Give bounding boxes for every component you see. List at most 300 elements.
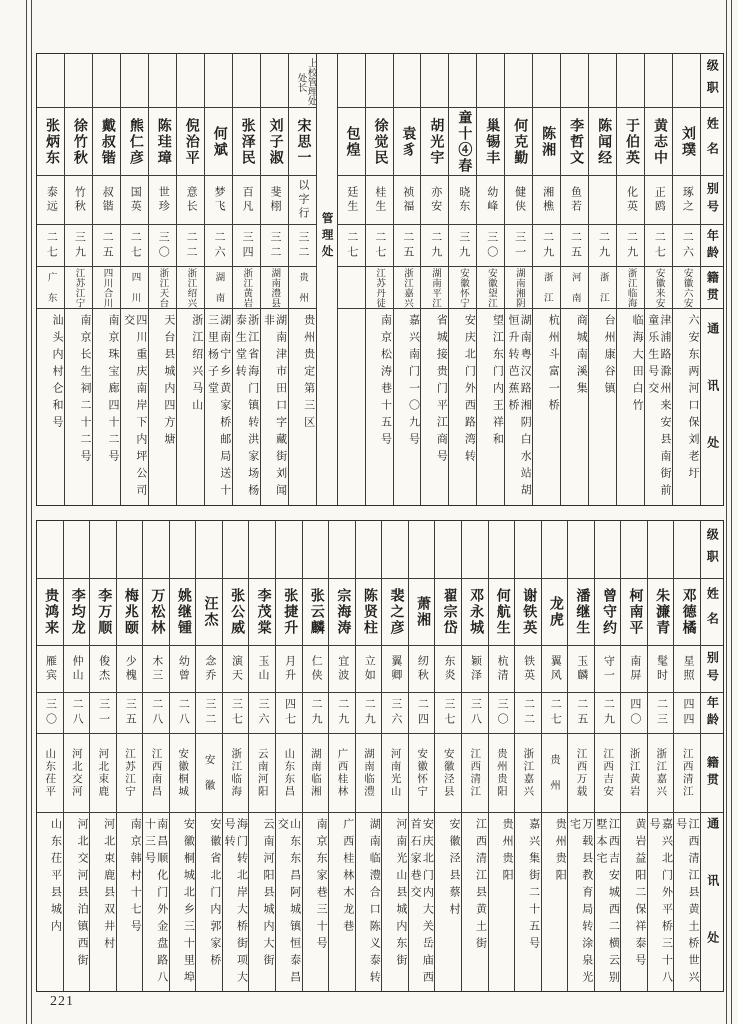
native-cell: 安徽望江 bbox=[477, 267, 504, 309]
age-cell: 三〇 bbox=[37, 693, 63, 734]
age-cell: 二五 bbox=[568, 693, 594, 734]
native-cell: 安徽泾县 bbox=[435, 734, 461, 813]
name-cell: 李哲文 bbox=[561, 108, 588, 176]
page-number: 221 bbox=[50, 994, 74, 1009]
name-cell: 胡光宇 bbox=[421, 108, 448, 176]
name-cell: 陈珪璋 bbox=[149, 108, 176, 176]
address-cell: 山东东昌阿城镇恒泰昌交 bbox=[276, 818, 301, 988]
native-cell: 浙江黄岩 bbox=[621, 734, 647, 813]
name-cell: 黄志中 bbox=[645, 108, 672, 176]
age-cell: 二九 bbox=[356, 693, 382, 734]
native-cell: 浙江嘉兴 bbox=[648, 734, 674, 813]
address-cell: 湖南津市田口字藏街刘闻非 bbox=[262, 314, 287, 501]
alias-cell: 亦安 bbox=[421, 176, 448, 225]
address-cell: 南京韩村十七号 bbox=[129, 818, 142, 937]
name-cell: 童十④春 bbox=[449, 108, 476, 176]
right-margin-rule-outer bbox=[731, 0, 732, 1024]
age-cell: 二五 bbox=[394, 225, 421, 267]
address-cell: 南京长生祠二十二号 bbox=[78, 314, 91, 467]
alias-cell: 幼峰 bbox=[477, 176, 504, 225]
alias-cell: 星照 bbox=[674, 646, 700, 693]
rank-cell bbox=[449, 54, 476, 108]
rank-cell bbox=[143, 521, 169, 579]
age-cell: 三四 bbox=[233, 225, 260, 267]
name-cell: 曾守约 bbox=[595, 579, 621, 646]
roster-column bbox=[560, 54, 588, 505]
alias-cell: 少槐 bbox=[117, 646, 143, 693]
alias-cell: 梦飞 bbox=[205, 176, 232, 225]
alias-cell: 杭清 bbox=[489, 646, 515, 693]
name-cell: 汪杰 bbox=[196, 579, 222, 646]
roster-column bbox=[381, 521, 408, 991]
native-cell: 江西万载 bbox=[568, 734, 594, 813]
roster-column bbox=[541, 521, 568, 991]
age-cell: 二九 bbox=[617, 225, 644, 267]
alias-cell: 演天 bbox=[223, 646, 249, 693]
address-cell: 台州康谷镇 bbox=[603, 314, 616, 399]
age-cell: 二六 bbox=[673, 225, 700, 267]
address-cell: 杭州斗富一桥 bbox=[547, 314, 560, 416]
native-cell: 四 川 bbox=[121, 267, 148, 309]
name-cell: 龙虎 bbox=[542, 579, 568, 646]
address-cell: 安庆北门外西路湾转 bbox=[463, 314, 476, 467]
alias-cell bbox=[589, 176, 616, 225]
age-cell: 二七 bbox=[121, 225, 148, 267]
address-cell: 湖南粤汉路湘阴白水站胡恒升转芭蕉桥 bbox=[506, 314, 532, 501]
address-cell: 云南河阳县城内大街 bbox=[262, 818, 274, 971]
address-cell: 安徽泾县蔡村 bbox=[447, 818, 460, 920]
age-cell: 四〇 bbox=[621, 693, 647, 734]
native-cell: 浙 江 bbox=[533, 267, 560, 309]
rank-cell bbox=[542, 521, 568, 579]
address-cell: 江西清江县黄土桥世兴号 bbox=[674, 818, 699, 988]
native-cell bbox=[338, 267, 365, 309]
rank-cell bbox=[177, 54, 204, 108]
right-margin-rule-inner bbox=[726, 0, 727, 1024]
native-cell: 广 东 bbox=[37, 267, 64, 309]
roster-column bbox=[355, 521, 382, 991]
roster-column bbox=[275, 521, 302, 991]
header-name-label: 姓名 bbox=[701, 108, 723, 176]
age-cell: 三二 bbox=[289, 225, 316, 267]
name-cell: 熊仁彦 bbox=[121, 108, 148, 176]
native-cell: 江苏江宁 bbox=[117, 734, 143, 813]
name-cell: 陈闻经 bbox=[589, 108, 616, 176]
rank-cell bbox=[489, 521, 515, 579]
native-cell: 湖南临澧 bbox=[356, 734, 382, 813]
rank-cell bbox=[568, 521, 594, 579]
alias-cell: 翼风 bbox=[542, 646, 568, 693]
header-rank-label: 级职 bbox=[701, 521, 723, 579]
roster-column bbox=[89, 521, 116, 991]
alias-cell: 斐栩 bbox=[261, 176, 288, 225]
age-cell: 二二 bbox=[177, 225, 204, 267]
age-cell: 三〇 bbox=[477, 225, 504, 267]
native-cell: 湖南澧县 bbox=[261, 267, 288, 309]
roster-column bbox=[644, 54, 672, 505]
age-cell: 四七 bbox=[276, 693, 302, 734]
address-cell: 南昌顺化门外金盘路八十三号 bbox=[143, 818, 168, 988]
address-cell: 万载县教育局转涂泉光宅 bbox=[568, 818, 593, 988]
address-cell: 嘉兴集街二十五号 bbox=[527, 818, 540, 954]
name-cell: 萧湘 bbox=[409, 579, 435, 646]
table-header-column bbox=[700, 521, 723, 991]
header-native-label: 籍贯 bbox=[701, 734, 723, 813]
name-cell: 宗海涛 bbox=[329, 579, 355, 646]
age-cell: 二七 bbox=[338, 225, 365, 267]
age-cell: 三七 bbox=[435, 693, 461, 734]
rank-cell bbox=[93, 54, 120, 108]
age-cell: 二八 bbox=[64, 693, 90, 734]
roster-column bbox=[63, 521, 90, 991]
rank-cell bbox=[462, 521, 488, 579]
address-cell: 山东茌平县城内 bbox=[49, 818, 62, 937]
alias-cell: 玉麟 bbox=[568, 646, 594, 693]
native-cell: 浙江绍兴 bbox=[177, 267, 204, 309]
header-age-label: 年龄 bbox=[701, 225, 723, 267]
address-cell: 省城接贵门平江商号 bbox=[435, 314, 448, 467]
rank-cell bbox=[421, 54, 448, 108]
rank-cell bbox=[394, 54, 421, 108]
alias-cell: 俊杰 bbox=[90, 646, 116, 693]
left-margin-rule-inner bbox=[31, 0, 32, 1024]
age-cell: 三二 bbox=[261, 225, 288, 267]
native-cell: 浙江临海 bbox=[617, 267, 644, 309]
name-cell: 何斌 bbox=[205, 108, 232, 176]
alias-cell: 宜波 bbox=[329, 646, 355, 693]
address-cell: 安庆北门内大关岳庙西首石家巷交 bbox=[409, 818, 434, 988]
name-cell: 李茂棠 bbox=[249, 579, 275, 646]
alias-cell: 守一 bbox=[595, 646, 621, 693]
address-cell: 嘉兴南门一〇九号 bbox=[407, 314, 420, 450]
native-cell: 河 南 bbox=[561, 267, 588, 309]
roster-column bbox=[672, 54, 700, 505]
native-cell: 山东茌平 bbox=[37, 734, 63, 813]
rank-cell bbox=[329, 521, 355, 579]
alias-cell: 髦时 bbox=[648, 646, 674, 693]
roster-column bbox=[302, 521, 329, 991]
alias-cell: 湘樵 bbox=[533, 176, 560, 225]
native-cell: 贵州贵阳 bbox=[489, 734, 515, 813]
name-cell: 谢铁英 bbox=[515, 579, 541, 646]
rank-cell bbox=[37, 54, 64, 108]
rank-cell bbox=[205, 54, 232, 108]
native-cell: 江西南昌 bbox=[143, 734, 169, 813]
native-cell: 四川合川 bbox=[93, 267, 120, 309]
address-cell: 浙江省海门镇转洪家场杨泰生堂转 bbox=[234, 314, 259, 501]
age-cell: 三一 bbox=[505, 225, 532, 267]
name-cell: 邓永城 bbox=[462, 579, 488, 646]
age-cell: 二七 bbox=[542, 693, 568, 734]
native-cell: 山东东昌 bbox=[276, 734, 302, 813]
roster-column bbox=[37, 521, 63, 991]
native-cell: 河南光山 bbox=[382, 734, 408, 813]
header-address-label: 通讯处 bbox=[705, 321, 720, 493]
age-cell: 四四 bbox=[674, 693, 700, 734]
alias-cell: 琢之 bbox=[673, 176, 700, 225]
rank-cell bbox=[382, 521, 408, 579]
name-cell: 袁豸 bbox=[394, 108, 421, 176]
roster-column bbox=[673, 521, 700, 991]
address-cell: 汕头内村仑和号 bbox=[51, 314, 64, 433]
rank-cell bbox=[561, 54, 588, 108]
alias-cell: 纫秋 bbox=[409, 646, 435, 693]
rank-cell bbox=[595, 521, 621, 579]
native-cell: 安徽桐城 bbox=[170, 734, 196, 813]
header-alias-label: 别号 bbox=[701, 176, 723, 225]
age-cell: 二八 bbox=[143, 693, 169, 734]
age-cell: 三二 bbox=[196, 693, 222, 734]
left-margin-rule-outer bbox=[26, 0, 27, 1024]
name-cell: 宋思一 bbox=[289, 108, 316, 176]
address-cell: 临海大田白竹 bbox=[631, 314, 644, 416]
roster-column bbox=[448, 54, 476, 505]
age-cell: 二九 bbox=[421, 225, 448, 267]
native-cell: 河北束鹿 bbox=[90, 734, 116, 813]
rank-cell bbox=[233, 54, 260, 108]
age-cell: 二七 bbox=[37, 225, 64, 267]
header-alias-label: 别号 bbox=[701, 646, 723, 693]
name-cell: 柯南平 bbox=[621, 579, 647, 646]
alias-cell: 月升 bbox=[276, 646, 302, 693]
rank-cell bbox=[366, 54, 393, 108]
roster-column bbox=[488, 521, 515, 991]
alias-cell: 东炎 bbox=[435, 646, 461, 693]
native-cell: 浙江天台 bbox=[149, 267, 176, 309]
roster-column bbox=[176, 54, 204, 505]
roster-column bbox=[288, 54, 316, 505]
roster-column bbox=[37, 54, 64, 505]
address-cell: 南京东家巷三十号 bbox=[315, 818, 328, 954]
roster-column bbox=[594, 521, 621, 991]
header-rank-label: 级职 bbox=[701, 54, 723, 108]
alias-cell: 鱼若 bbox=[561, 176, 588, 225]
native-cell: 安徽怀宁 bbox=[409, 734, 435, 813]
address-cell: 南京松涛巷十五号 bbox=[379, 314, 392, 450]
alias-cell: 意长 bbox=[177, 176, 204, 225]
age-cell: 三九 bbox=[449, 225, 476, 267]
roster-column bbox=[204, 54, 232, 505]
bottom-roster-table bbox=[36, 520, 724, 992]
native-cell: 贵 州 bbox=[542, 734, 568, 813]
rank-cell bbox=[645, 54, 672, 108]
name-cell: 巢锡丰 bbox=[477, 108, 504, 176]
roster-column bbox=[195, 521, 222, 991]
age-cell: 二二 bbox=[515, 693, 541, 734]
alias-cell: 叔锴 bbox=[93, 176, 120, 225]
alias-cell: 健侠 bbox=[505, 176, 532, 225]
age-cell: 二七 bbox=[645, 225, 672, 267]
name-cell: 潘继生 bbox=[568, 579, 594, 646]
native-cell: 安徽六安 bbox=[673, 267, 700, 309]
alias-cell: 化英 bbox=[617, 176, 644, 225]
roster-column bbox=[408, 521, 435, 991]
address-cell: 商城南溪集 bbox=[575, 314, 588, 399]
roster-column bbox=[567, 521, 594, 991]
rank-cell bbox=[338, 54, 365, 108]
header-name-label: 姓名 bbox=[701, 579, 723, 646]
address-cell: 贵州贵定第三区 bbox=[302, 314, 315, 433]
native-cell: 安徽来安 bbox=[645, 267, 672, 309]
address-cell: 贵州贵阳 bbox=[501, 818, 514, 886]
rank-cell bbox=[37, 521, 63, 579]
address-cell: 嘉兴北门外平桥三十八号 bbox=[648, 818, 673, 988]
rank-cell bbox=[261, 54, 288, 108]
name-cell: 李万顺 bbox=[90, 579, 116, 646]
roster-column bbox=[588, 54, 616, 505]
top-roster-table bbox=[36, 53, 724, 506]
roster-column bbox=[393, 54, 421, 505]
native-cell: 江苏江宁 bbox=[65, 267, 92, 309]
address-cell: 河北束鹿县双井村 bbox=[102, 818, 115, 954]
rank-cell bbox=[505, 54, 532, 108]
section-label: 管理处 bbox=[320, 212, 333, 262]
native-cell: 浙江黄岩 bbox=[233, 267, 260, 309]
address-cell: 四川重庆南岸下内坪公司交 bbox=[122, 314, 147, 501]
name-cell: 徐竹秋 bbox=[65, 108, 92, 176]
roster-column bbox=[616, 54, 644, 505]
roster-column bbox=[365, 54, 393, 505]
native-cell: 安 徽 bbox=[196, 734, 222, 813]
name-cell: 张炳东 bbox=[37, 108, 64, 176]
rank-cell bbox=[621, 521, 647, 579]
address-cell: 贵州贵阳 bbox=[554, 818, 567, 886]
rank-cell bbox=[435, 521, 461, 579]
alias-cell: 祯福 bbox=[394, 176, 421, 225]
address-cell: 浙江绍兴马山 bbox=[190, 314, 203, 416]
address-cell: 广西桂林木龙巷 bbox=[341, 818, 354, 937]
header-address-label: 通讯处 bbox=[705, 816, 720, 988]
age-cell: 二八 bbox=[170, 693, 196, 734]
address-cell: 安徽桐城北乡三十里埠 bbox=[182, 818, 195, 988]
name-cell: 陈贤柱 bbox=[356, 579, 382, 646]
name-cell: 姚继锺 bbox=[170, 579, 196, 646]
roster-column bbox=[232, 54, 260, 505]
alias-cell: 以字行 bbox=[289, 176, 316, 225]
alias-cell: 雁宾 bbox=[37, 646, 63, 693]
age-cell: 三八 bbox=[462, 693, 488, 734]
name-cell: 贵鸿来 bbox=[37, 579, 63, 646]
alias-cell: 翼卿 bbox=[382, 646, 408, 693]
rank-cell bbox=[673, 54, 700, 108]
native-cell: 浙江临海 bbox=[223, 734, 249, 813]
age-cell: 三五 bbox=[117, 693, 143, 734]
roster-column bbox=[142, 521, 169, 991]
address-cell: 江西清江县黄土街 bbox=[474, 818, 487, 954]
age-cell: 二四 bbox=[409, 693, 435, 734]
roster-column bbox=[504, 54, 532, 505]
rank-cell bbox=[249, 521, 275, 579]
age-cell: 二七 bbox=[366, 225, 393, 267]
alias-cell: 正鸥 bbox=[645, 176, 672, 225]
age-cell: 二九 bbox=[595, 693, 621, 734]
alias-cell: 泰远 bbox=[37, 176, 64, 225]
rank-cell bbox=[409, 521, 435, 579]
alias-cell: 廷生 bbox=[338, 176, 365, 225]
alias-cell: 桂生 bbox=[366, 176, 393, 225]
native-cell: 湖南湘阴 bbox=[505, 267, 532, 309]
age-cell: 三七 bbox=[223, 693, 249, 734]
age-cell: 二五 bbox=[93, 225, 120, 267]
name-cell: 陈湘 bbox=[533, 108, 560, 176]
table-header-column bbox=[700, 54, 723, 505]
header-age-label: 年龄 bbox=[701, 693, 723, 734]
rank-cell bbox=[276, 521, 302, 579]
address-cell: 湖南宁乡黄家桥邮局送十三里杨子堂 bbox=[206, 314, 231, 501]
alias-cell: 仲山 bbox=[64, 646, 90, 693]
header-native-label: 籍贯 bbox=[701, 267, 723, 309]
native-cell: 安徽怀宁 bbox=[449, 267, 476, 309]
age-cell: 二五 bbox=[561, 225, 588, 267]
rank-cell bbox=[223, 521, 249, 579]
roster-column bbox=[222, 521, 249, 991]
alias-cell: 立如 bbox=[356, 646, 382, 693]
name-cell: 张公威 bbox=[223, 579, 249, 646]
roster-column bbox=[169, 521, 196, 991]
native-cell: 江西清江 bbox=[674, 734, 700, 813]
roster-column bbox=[248, 521, 275, 991]
age-cell: 二三 bbox=[648, 693, 674, 734]
rank-cell bbox=[170, 521, 196, 579]
native-cell: 广西桂林 bbox=[329, 734, 355, 813]
address-cell: 河南光山县城内东街 bbox=[394, 818, 407, 971]
name-cell: 徐觉民 bbox=[366, 108, 393, 176]
rank-cell bbox=[617, 54, 644, 108]
alias-cell: 念乔 bbox=[196, 646, 222, 693]
address-cell: 湖南临澧合口陈义泰转 bbox=[368, 818, 381, 988]
rank-cell bbox=[515, 521, 541, 579]
name-cell: 包煌 bbox=[338, 108, 365, 176]
address-cell: 河北交河县泊镇西街 bbox=[76, 818, 89, 971]
native-cell: 云南河阳 bbox=[249, 734, 275, 813]
roster-column bbox=[420, 54, 448, 505]
address-cell: 安徽省北门内郭家桥 bbox=[208, 818, 221, 971]
roster-column bbox=[514, 521, 541, 991]
name-cell: 朱濂青 bbox=[648, 579, 674, 646]
name-cell: 倪治平 bbox=[177, 108, 204, 176]
name-cell: 戴叔锴 bbox=[93, 108, 120, 176]
rank-cell bbox=[533, 54, 560, 108]
alias-cell: 世珍 bbox=[149, 176, 176, 225]
alias-cell: 颖泽 bbox=[462, 646, 488, 693]
name-cell: 刘子淑 bbox=[261, 108, 288, 176]
address-cell: 望江东门内王祥和 bbox=[491, 314, 504, 450]
rank-cell bbox=[90, 521, 116, 579]
rank-cell bbox=[477, 54, 504, 108]
name-cell: 邓德橘 bbox=[674, 579, 700, 646]
age-cell: 三九 bbox=[65, 225, 92, 267]
age-cell: 二九 bbox=[329, 693, 355, 734]
age-cell: 三一 bbox=[90, 693, 116, 734]
address-cell: 黄岩益阳二保祥泰号 bbox=[633, 818, 646, 971]
age-cell: 三六 bbox=[249, 693, 275, 734]
address-cell: 六安东两河口保刘老圩 bbox=[687, 314, 699, 484]
roster-column bbox=[620, 521, 647, 991]
age-cell: 三〇 bbox=[489, 693, 515, 734]
name-cell: 张捷升 bbox=[276, 579, 302, 646]
address-cell: 南京珠宝廊四十二号 bbox=[106, 314, 119, 467]
alias-cell: 百凡 bbox=[233, 176, 260, 225]
name-cell: 梅兆颐 bbox=[117, 579, 143, 646]
rank-cell bbox=[303, 521, 329, 579]
roster-column bbox=[461, 521, 488, 991]
alias-cell: 竹秋 bbox=[65, 176, 92, 225]
rank-cell bbox=[589, 54, 616, 108]
name-cell: 翟宗岱 bbox=[435, 579, 461, 646]
name-cell: 刘璞 bbox=[673, 108, 700, 176]
rank-cell: 上校管理处处长 bbox=[289, 54, 316, 108]
native-cell: 江西清江 bbox=[462, 734, 488, 813]
